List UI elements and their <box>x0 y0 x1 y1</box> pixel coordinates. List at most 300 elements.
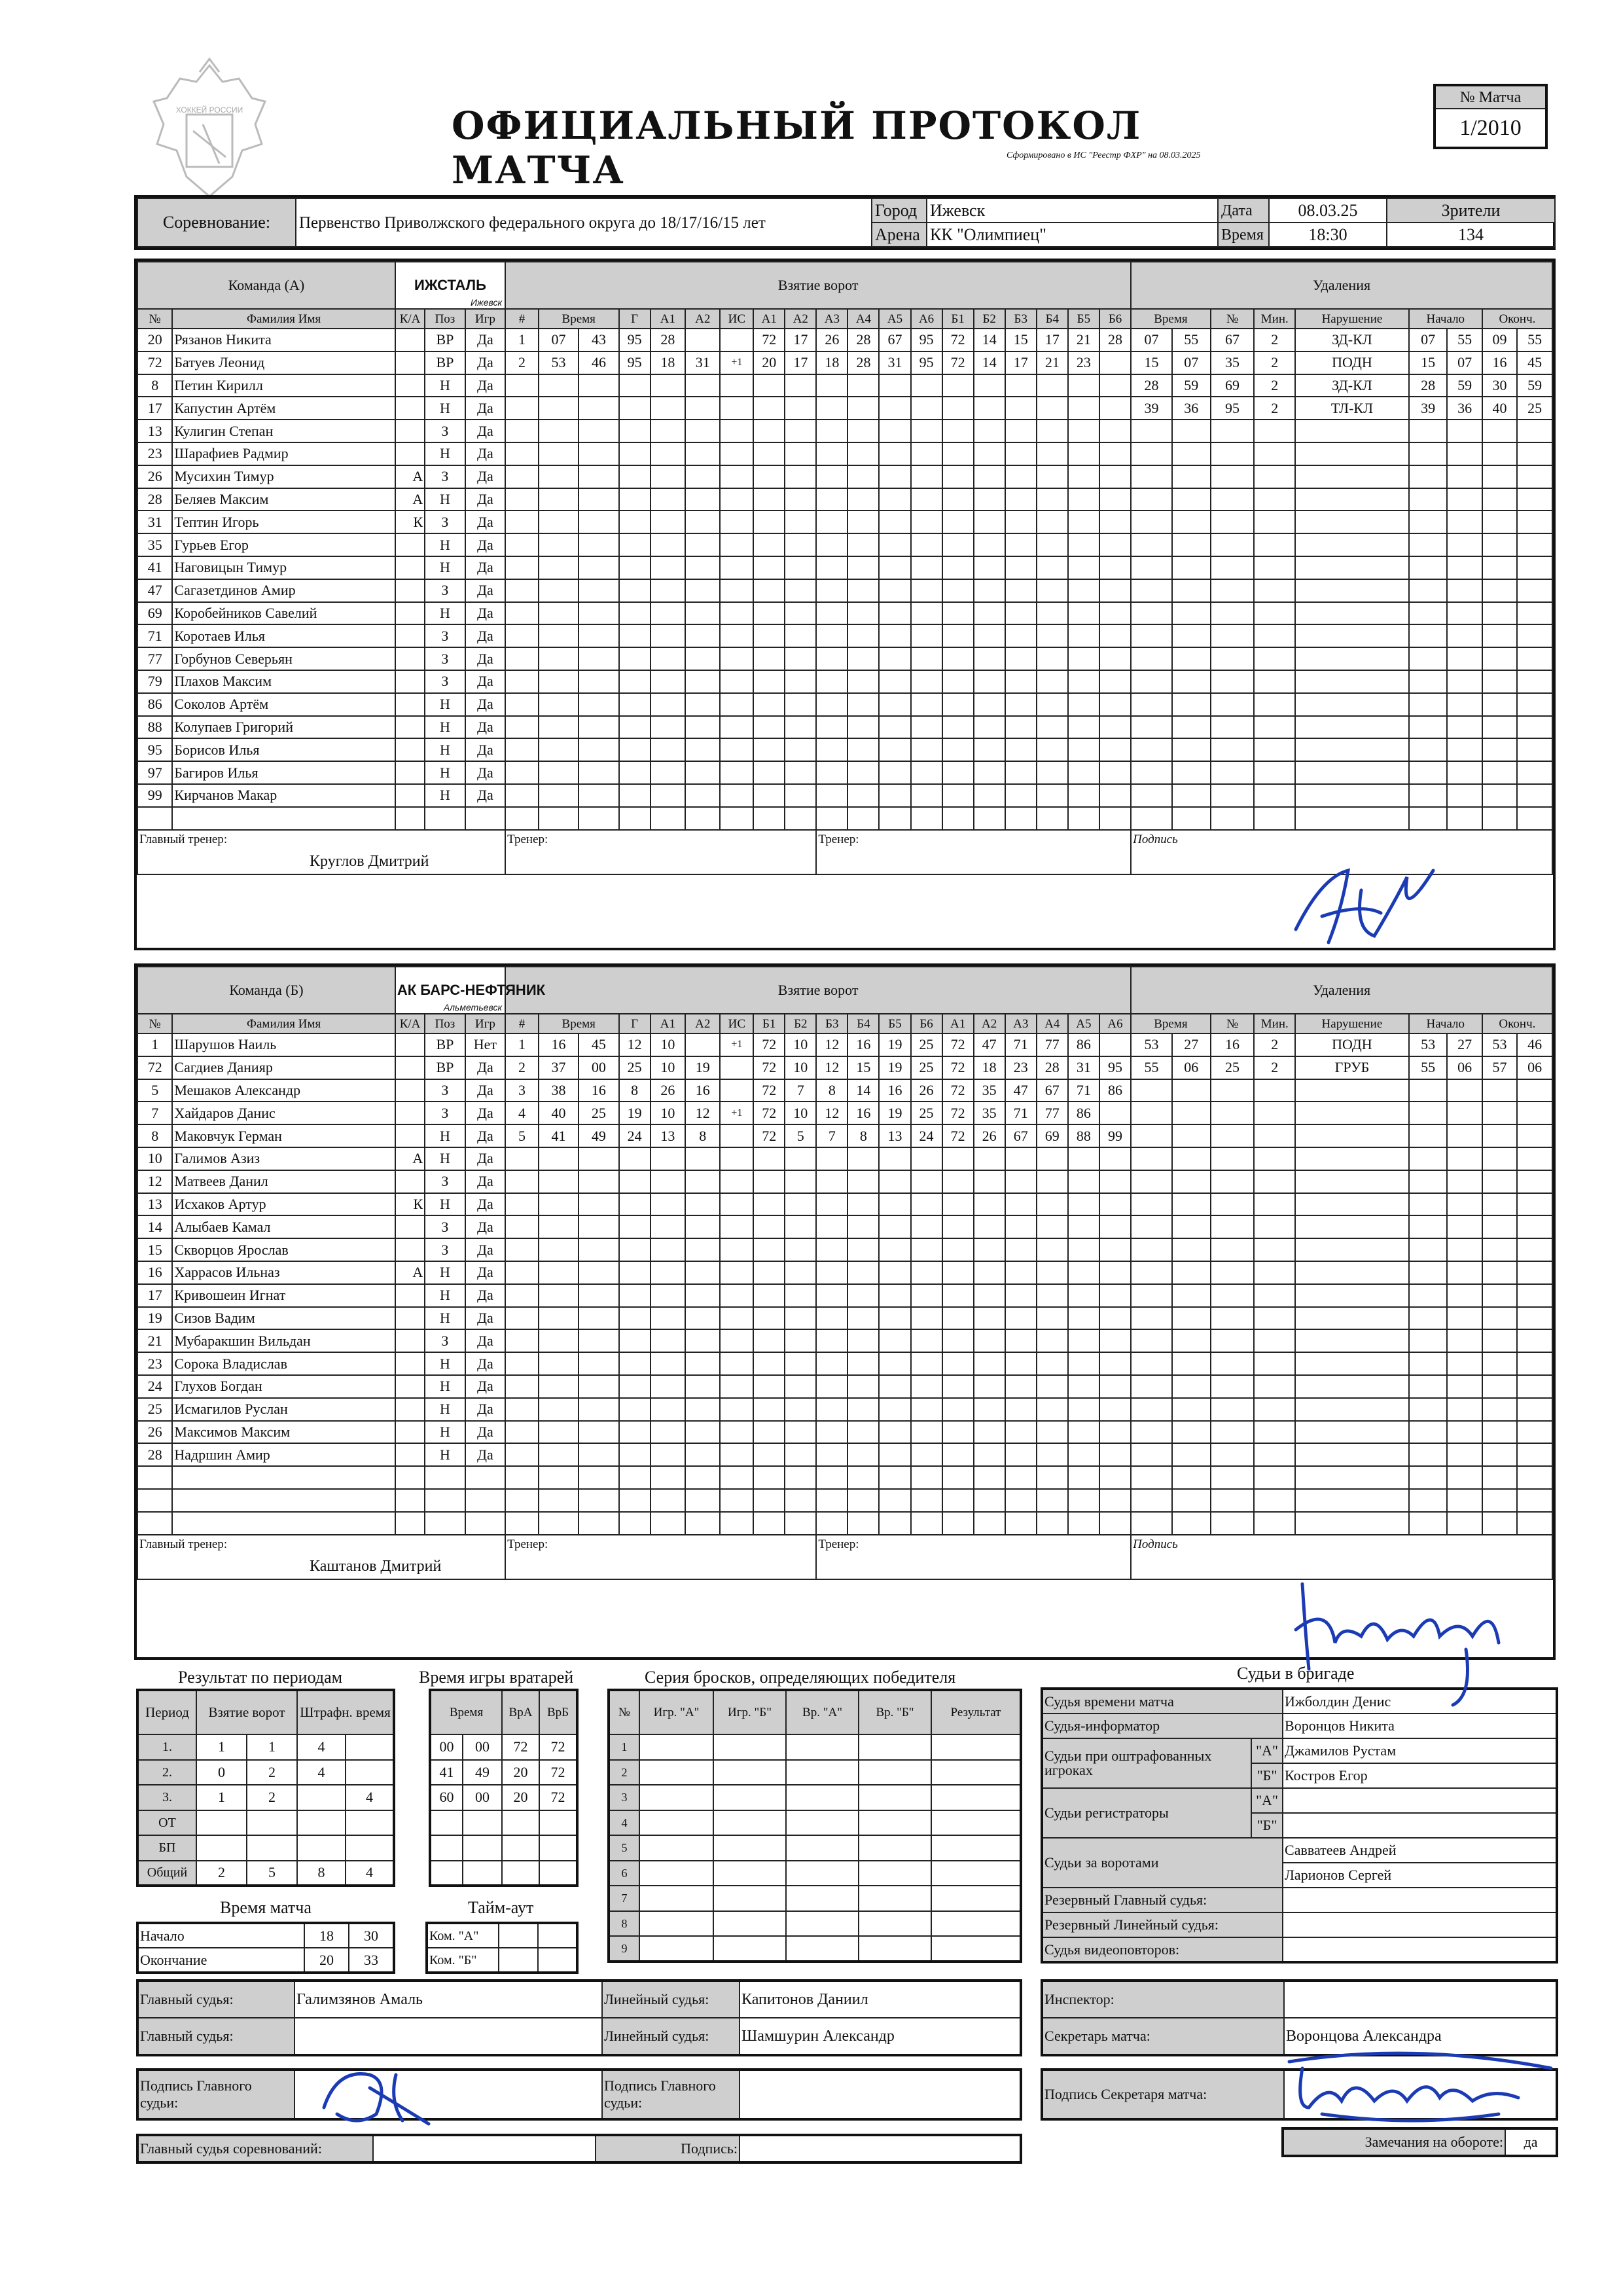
player-played: Да <box>465 1079 505 1102</box>
goal-situation <box>720 1398 753 1421</box>
penalty-infraction <box>1295 647 1409 670</box>
penalty-second <box>1172 420 1211 442</box>
goal-situation <box>720 738 753 761</box>
on-ice-opponent-player <box>1099 693 1131 716</box>
goal-assist-1 <box>651 579 685 602</box>
on-ice-scoring-player: 14 <box>847 1079 879 1102</box>
penalty-infraction <box>1295 579 1409 602</box>
goal-minute <box>539 1466 579 1489</box>
on-ice-scoring-player: 72 <box>753 1033 785 1056</box>
on-ice-scoring-player <box>753 488 785 511</box>
goal-second <box>579 1329 618 1352</box>
goal-assist-1 <box>651 511 685 533</box>
player-captain <box>395 647 425 670</box>
on-ice-scoring-player <box>879 807 910 830</box>
head-referee-label: Главный судья: <box>137 1981 294 2018</box>
penalty-minute <box>1131 716 1172 739</box>
penalty-start-minute <box>1409 1170 1448 1193</box>
goal-number <box>505 624 539 647</box>
player-name: Петин Кирилл <box>172 374 395 397</box>
goal-scorer <box>619 533 651 556</box>
date-value: 08.03.25 <box>1269 198 1387 223</box>
goals-header: Взятие ворот <box>505 967 1131 1014</box>
on-ice-opponent-player <box>942 1170 974 1193</box>
team-name <box>395 262 505 309</box>
on-ice-scoring-player <box>785 1421 816 1444</box>
on-ice-opponent-player <box>942 1421 974 1444</box>
player-position: Н <box>425 738 465 761</box>
penalty-second <box>1172 716 1211 739</box>
on-ice-opponent-player <box>942 1284 974 1307</box>
period-goals-col: Взятие ворот <box>196 1690 297 1734</box>
on-ice-scoring-player <box>816 602 847 625</box>
player-position: З <box>425 1238 465 1261</box>
player-row <box>137 533 1552 556</box>
shootout-row <box>609 1785 1021 1810</box>
goal-number <box>505 716 539 739</box>
player-no-col: № <box>137 309 172 329</box>
goal-assist-1 <box>651 1284 685 1307</box>
goal-second <box>579 784 618 807</box>
on-ice-scoring-player <box>816 1238 847 1261</box>
penalty-start-second <box>1447 1284 1482 1307</box>
penalty-infraction <box>1295 1193 1409 1216</box>
on-ice-scoring-player <box>879 1147 910 1170</box>
penalty-start-minute <box>1409 579 1448 602</box>
on-ice-scoring-player <box>879 784 910 807</box>
shootout-col: Вр. "А" <box>786 1690 859 1734</box>
goal-assist-1 <box>651 807 685 830</box>
penalty-minute <box>1131 784 1172 807</box>
player-row <box>137 1079 1552 1102</box>
penalty-end-minute <box>1482 1443 1517 1466</box>
goal-assist-1 <box>651 1398 685 1421</box>
head-coach-name: Каштанов Дмитрий <box>310 1557 442 1575</box>
goal-second <box>579 738 618 761</box>
on-ice-scoring-player <box>911 465 942 488</box>
goal-situation <box>720 374 753 397</box>
penalty-start-second <box>1447 716 1482 739</box>
on-ice-scoring-player <box>879 420 910 442</box>
period-pim-b <box>346 1760 394 1785</box>
penalty-start-minute <box>1409 1147 1448 1170</box>
on-ice-opponent-player: 18 <box>974 1056 1005 1079</box>
player-position: З <box>425 1079 465 1102</box>
goal-second <box>579 1512 618 1535</box>
on-ice-scoring-player <box>847 761 879 784</box>
on-ice-opponent-player <box>1099 351 1131 374</box>
player-name: Борисов Илья <box>172 738 395 761</box>
goal-time-col: Время <box>539 1014 619 1033</box>
on-ice-scoring-player <box>816 624 847 647</box>
penalty-minutes <box>1254 1375 1295 1398</box>
goal-second <box>579 511 618 533</box>
penalty-minute <box>1131 1375 1172 1398</box>
penalty-infraction <box>1295 1170 1409 1193</box>
played-col: Игр <box>465 1014 505 1033</box>
player-played: Да <box>465 1056 505 1079</box>
periods-table <box>136 1689 395 1887</box>
goal-assist-2 <box>685 1443 720 1466</box>
penalty-start-minute <box>1409 1284 1448 1307</box>
penalty-player <box>1211 716 1255 739</box>
player-row <box>137 442 1552 465</box>
penalty-end-minute: 30 <box>1482 374 1517 397</box>
on-ice-scoring-player <box>847 579 879 602</box>
period-pim-b <box>346 1835 394 1861</box>
penalty-infraction <box>1295 807 1409 830</box>
goal-situation <box>720 1056 753 1079</box>
penalty-start-minute <box>1409 1443 1448 1466</box>
shootout-no: 6 <box>609 1861 639 1886</box>
penalty-second <box>1172 442 1211 465</box>
shootout-cell <box>786 1911 859 1937</box>
penalty-end-second <box>1517 1443 1552 1466</box>
goal-minute <box>539 602 579 625</box>
goal-assist-2 <box>685 670 720 693</box>
on-ice-opponent-player <box>942 738 974 761</box>
goal-second <box>579 1147 618 1170</box>
on-ice-opponent-player <box>974 602 1005 625</box>
penalty-player <box>1211 1079 1255 1102</box>
player-number: 23 <box>137 442 172 465</box>
goal-situation <box>720 1215 753 1238</box>
officials-title: Судьи в бригаде <box>1237 1664 1355 1683</box>
player-number: 13 <box>137 1193 172 1216</box>
goal-assist-2 <box>685 624 720 647</box>
goal-second <box>579 533 618 556</box>
penalty-infraction <box>1295 1352 1409 1375</box>
on-ice-scoring-player <box>816 784 847 807</box>
on-ice-scoring-player <box>879 1284 910 1307</box>
on-ice-scoring-player <box>879 1421 910 1444</box>
on-ice-opponent-player: 21 <box>1037 351 1068 374</box>
penalty-player <box>1211 579 1255 602</box>
goal-situation <box>720 1124 753 1147</box>
pen-start-col: Начало <box>1409 309 1482 329</box>
goal-minute <box>539 465 579 488</box>
team-name-text: ИЖСТАЛЬ <box>414 277 486 293</box>
head-referee-label-2: Главный судья: <box>137 2018 294 2055</box>
goal-second: 49 <box>579 1124 618 1147</box>
goal-scorer <box>619 1398 651 1421</box>
on-ice-scoring-player <box>785 1307 816 1330</box>
goal-scorer <box>619 397 651 420</box>
shootout-no: 5 <box>609 1835 639 1861</box>
on-ice-opponent-player <box>1037 533 1068 556</box>
goal-judge-2: Ларионов Сергей <box>1283 1863 1557 1888</box>
on-ice-opponent-player <box>1037 1284 1068 1307</box>
goal-minute <box>539 738 579 761</box>
penalty-start-second <box>1447 1352 1482 1375</box>
on-ice-scoring-player: 20 <box>753 351 785 374</box>
on-ice-scoring-player <box>879 624 910 647</box>
on-ice-scoring-player <box>847 1466 879 1489</box>
on-ice-opponent-player <box>1037 579 1068 602</box>
on-ice-opponent-player <box>1005 1375 1037 1398</box>
penalty-minute <box>1131 1261 1172 1284</box>
player-row <box>137 511 1552 533</box>
penalties-header: Удаления <box>1131 262 1552 309</box>
match-end-min: 33 <box>349 1948 394 1973</box>
on-ice-opponent-player: 86 <box>1099 1079 1131 1102</box>
goal-situation <box>720 1352 753 1375</box>
penalty-infraction <box>1295 442 1409 465</box>
on-ice-scoring-player <box>785 579 816 602</box>
logo-text: ХОККЕЙ РОССИИ <box>175 105 243 115</box>
on-ice-opponent-player <box>1099 1398 1131 1421</box>
on-ice-scoring-player <box>753 1398 785 1421</box>
penalty-minutes <box>1254 1215 1295 1238</box>
penalty-infraction <box>1295 1512 1409 1535</box>
goal-scorer <box>619 1193 651 1216</box>
on-ice-scoring-player <box>847 374 879 397</box>
penalty-minute: 15 <box>1131 351 1172 374</box>
on-ice-scoring-player: 19 <box>879 1056 910 1079</box>
on-ice-opponent-player <box>1005 442 1037 465</box>
on-ice-opponent-player: 35 <box>974 1079 1005 1102</box>
on-ice-scoring-player <box>816 1329 847 1352</box>
on-ice-opponent-player <box>1099 374 1131 397</box>
on-ice-scoring-player <box>816 1421 847 1444</box>
player-position: Н <box>425 374 465 397</box>
match-end-hour: 20 <box>304 1948 349 1973</box>
on-ice-scoring-player <box>911 1215 942 1238</box>
player-row <box>137 716 1552 739</box>
on-ice-scoring-player: 15 <box>847 1056 879 1079</box>
period-goals-b: 2 <box>247 1785 297 1810</box>
penalty-end-minute <box>1482 1102 1517 1124</box>
on-ice-scoring-player <box>753 761 785 784</box>
penalty-player <box>1211 784 1255 807</box>
inspector-label: Инспектор: <box>1042 1981 1284 2018</box>
penalty-minutes <box>1254 1238 1295 1261</box>
registrars-label: Судьи регистраторы <box>1042 1788 1251 1838</box>
goal-number <box>505 1489 539 1512</box>
goal-situation: +1 <box>720 351 753 374</box>
goal-situation <box>720 1238 753 1261</box>
penalty-infraction <box>1295 1284 1409 1307</box>
ka-col: К/А <box>395 309 425 329</box>
player-captain <box>395 1443 425 1466</box>
shootout-no: 1 <box>609 1734 639 1760</box>
player-position: Н <box>425 1261 465 1284</box>
goal-second <box>579 716 618 739</box>
on-ice-opponent-player <box>974 1398 1005 1421</box>
penalty-end-second <box>1517 1170 1552 1193</box>
penalty-minutes <box>1254 693 1295 716</box>
penalty-player <box>1211 1215 1255 1238</box>
on-ice-opponent-player <box>974 1352 1005 1375</box>
goalie-row <box>430 1760 577 1785</box>
player-played: Да <box>465 784 505 807</box>
goal-scorer <box>619 624 651 647</box>
on-ice-scoring-player <box>816 556 847 579</box>
penalty-end-second <box>1517 1329 1552 1352</box>
on-ice-opponent-player <box>1068 624 1099 647</box>
penalty-end-minute: 40 <box>1482 397 1517 420</box>
on-ice-opponent-player <box>1099 1421 1131 1444</box>
on-ice-opponent-player <box>1005 1215 1037 1238</box>
player-position: З <box>425 624 465 647</box>
on-ice-opponent-player <box>942 716 974 739</box>
penalty-start-minute <box>1409 511 1448 533</box>
penalty-end-second <box>1517 670 1552 693</box>
on-ice-scoring-player: 31 <box>879 351 910 374</box>
player-number: 20 <box>137 329 172 351</box>
goal-minute: 38 <box>539 1079 579 1102</box>
penalty-end-minute <box>1482 1421 1517 1444</box>
penalty-end-second <box>1517 807 1552 830</box>
goal-assist-2 <box>685 1215 720 1238</box>
on-ice-opponent-player <box>1005 579 1037 602</box>
player-row <box>137 670 1552 693</box>
penalty-minute <box>1131 1215 1172 1238</box>
on-ice-opponent-player <box>1037 784 1068 807</box>
on-ice-opponent-player: 28 <box>1037 1056 1068 1079</box>
on-ice-opponent-player <box>1037 374 1068 397</box>
player-played: Да <box>465 1398 505 1421</box>
on-ice-opponent-player <box>974 397 1005 420</box>
on-ice-opponent-player <box>1037 693 1068 716</box>
penalty-player: 25 <box>1211 1056 1255 1079</box>
on-ice-scoring-player <box>847 1170 879 1193</box>
penalty-start-second: 59 <box>1447 374 1482 397</box>
penalty-minute <box>1131 1102 1172 1124</box>
penalty-player <box>1211 533 1255 556</box>
goal-second <box>579 397 618 420</box>
head-referee-2 <box>294 2018 602 2055</box>
goal-second <box>579 761 618 784</box>
player-captain <box>395 1329 425 1352</box>
goal-situation <box>720 716 753 739</box>
penalty-start-second <box>1447 533 1482 556</box>
goal-assist-1 <box>651 420 685 442</box>
on-ice-opponent-player <box>1005 738 1037 761</box>
goal-minute <box>539 1170 579 1193</box>
penalty-player <box>1211 738 1255 761</box>
goalie-b: 72 <box>539 1734 577 1760</box>
period-pim-a: 4 <box>297 1734 346 1760</box>
on-ice-opponent-player <box>1037 807 1068 830</box>
match-number: 1/2010 <box>1435 109 1546 148</box>
player-number: 17 <box>137 1284 172 1307</box>
player-row <box>137 351 1552 374</box>
on-ice-opponent-player <box>1005 624 1037 647</box>
penalty-end-minute <box>1482 488 1517 511</box>
penalty-end-second <box>1517 1215 1552 1238</box>
penalty-second: 07 <box>1172 351 1211 374</box>
penalty-minute: 07 <box>1131 329 1172 351</box>
goalie-b: 72 <box>539 1760 577 1785</box>
penalty-minutes <box>1254 1284 1295 1307</box>
penalty-second: 36 <box>1172 397 1211 420</box>
on-ice-scoring-player <box>785 670 816 693</box>
on-ice-scoring-player <box>753 397 785 420</box>
goal-second <box>579 807 618 830</box>
registrar-a-tag: "А" <box>1251 1788 1283 1813</box>
goal-assist-1 <box>651 1466 685 1489</box>
penalty-second <box>1172 1443 1211 1466</box>
linesman-2: Шамшурин Александр <box>740 2018 1021 2055</box>
on-ice-opponent-player <box>1037 1398 1068 1421</box>
player-row <box>137 579 1552 602</box>
on-ice-opponent-player <box>942 1398 974 1421</box>
penalty-minutes <box>1254 1102 1295 1124</box>
penalty-start-second <box>1447 1238 1482 1261</box>
penalty-end-minute <box>1482 1352 1517 1375</box>
penalty-start-second <box>1447 738 1482 761</box>
on-ice-scoring-player <box>911 511 942 533</box>
on-ice-opponent-player <box>942 1261 974 1284</box>
goal-assist-2 <box>685 784 720 807</box>
penalty-start-minute <box>1409 647 1448 670</box>
goal-no-col: # <box>505 309 539 329</box>
penalty-second <box>1172 670 1211 693</box>
period-name: ОТ <box>137 1810 196 1836</box>
penalty-second <box>1172 1398 1211 1421</box>
shootout-cell <box>786 1785 859 1810</box>
on-ice-opponent-player: 72 <box>942 1102 974 1124</box>
goalie-row <box>430 1734 577 1760</box>
shootout-row <box>609 1886 1021 1911</box>
shootout-col: Вр. "Б" <box>859 1690 931 1734</box>
player-number: 14 <box>137 1215 172 1238</box>
goal-number: 2 <box>505 351 539 374</box>
penalty-end-minute <box>1482 693 1517 716</box>
on-ice-opponent-player <box>1005 1307 1037 1330</box>
goalie-row <box>430 1835 577 1861</box>
penalty-start-second <box>1447 1170 1482 1193</box>
on-ice-opponent-player <box>1005 1147 1037 1170</box>
player-captain <box>395 351 425 374</box>
shootout-cell <box>639 1785 713 1810</box>
on-ice-scoring-player <box>785 465 816 488</box>
shootout-cell <box>786 1936 859 1962</box>
player-number: 5 <box>137 1079 172 1102</box>
penalty-minute <box>1131 761 1172 784</box>
on-ice-opponent-player <box>1005 465 1037 488</box>
penalty-minutes <box>1254 738 1295 761</box>
on-ice-scoring-player <box>847 442 879 465</box>
on-ice-opponent-col: Б6 <box>1099 309 1131 329</box>
on-ice-scoring-player: 12 <box>816 1033 847 1056</box>
penalty-minute <box>1131 1466 1172 1489</box>
penalty-box-judge-a: Джамилов Рустам <box>1283 1738 1557 1763</box>
federation-logo <box>141 52 278 209</box>
penalty-player <box>1211 693 1255 716</box>
player-number: 35 <box>137 533 172 556</box>
on-ice-scoring-player <box>785 1215 816 1238</box>
goal-minute: 41 <box>539 1124 579 1147</box>
player-number: 13 <box>137 420 172 442</box>
goal-scorer <box>619 420 651 442</box>
goal-assist-2 <box>685 602 720 625</box>
assist2-col: А2 <box>685 309 720 329</box>
on-ice-scoring-player <box>911 716 942 739</box>
penalty-minute <box>1131 1170 1172 1193</box>
player-captain <box>395 556 425 579</box>
goal-situation <box>720 1193 753 1216</box>
goalie-b-col: ВрБ <box>539 1690 577 1734</box>
goal-time-col: Время <box>539 309 619 329</box>
player-row <box>137 1466 1552 1489</box>
penalty-second <box>1172 1489 1211 1512</box>
penalty-player <box>1211 511 1255 533</box>
date-label: Дата <box>1218 198 1269 223</box>
penalty-minutes <box>1254 807 1295 830</box>
match-number-box <box>1433 84 1548 149</box>
